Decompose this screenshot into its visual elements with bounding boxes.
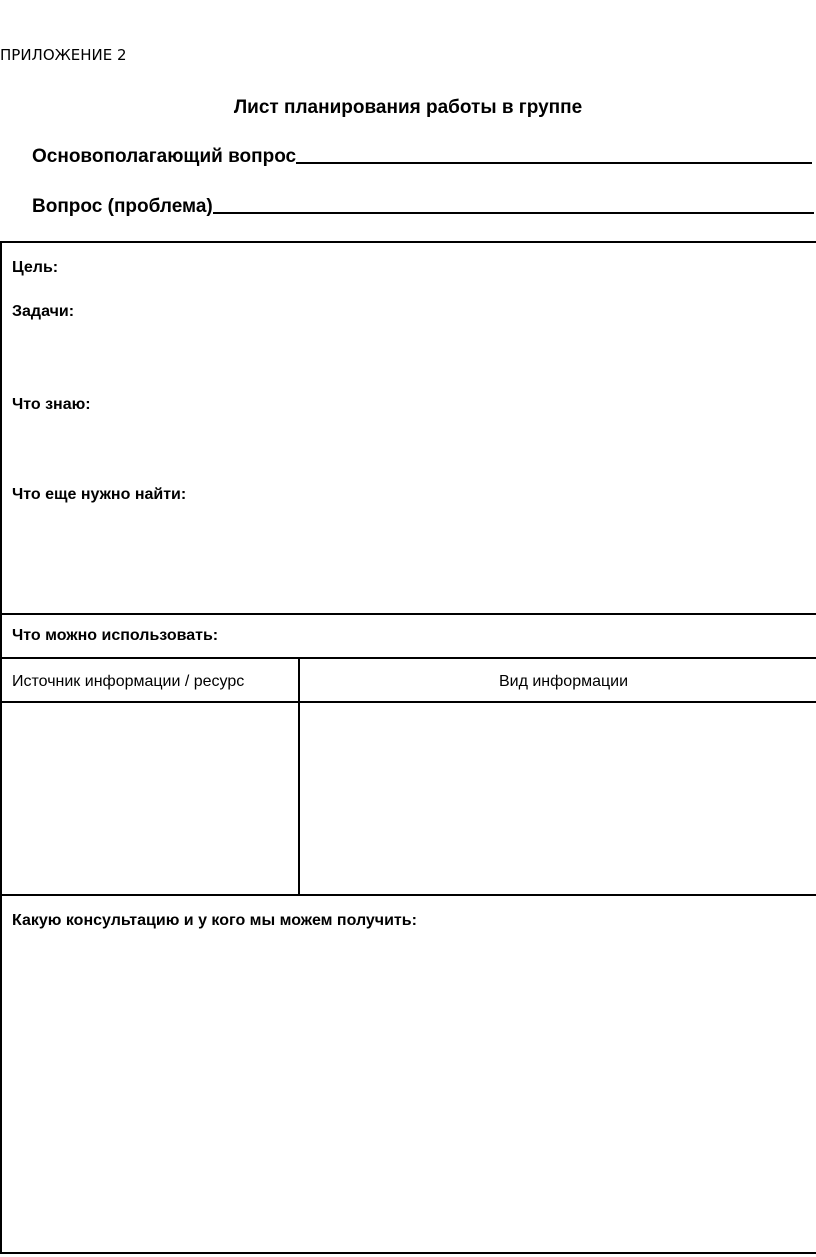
info-type-cell[interactable] xyxy=(300,703,816,893)
table-header-source: Источник информации / ресурс xyxy=(12,673,245,690)
fundamental-question-label: Основополагающий вопрос xyxy=(32,146,297,167)
fundamental-question-line xyxy=(32,146,812,168)
appendix-label: ПРИЛОЖЕНИЕ 2 xyxy=(0,46,127,64)
tasks-label: Задачи: xyxy=(12,303,75,320)
divider-line xyxy=(2,613,816,615)
goal-label: Цель: xyxy=(12,259,59,276)
divider-line xyxy=(2,894,816,896)
planning-table xyxy=(0,241,816,1254)
consultation-label: Какую консультацию и у кого мы можем получить: xyxy=(12,912,417,929)
problem-question-line xyxy=(32,196,814,218)
to-find-label: Что еще нужно найти: xyxy=(12,486,187,503)
problem-question-label: Вопрос (проблема) xyxy=(32,196,213,217)
table-header-type: Вид информации xyxy=(498,673,629,690)
fundamental-question-blank[interactable] xyxy=(296,161,812,164)
page-title: Лист планирования работы в группе xyxy=(233,97,583,118)
divider-line xyxy=(2,657,816,659)
can-use-label: Что можно использовать: xyxy=(12,627,219,644)
known-label: Что знаю: xyxy=(12,396,91,413)
source-cell[interactable] xyxy=(2,703,298,893)
problem-question-blank[interactable] xyxy=(213,211,814,214)
